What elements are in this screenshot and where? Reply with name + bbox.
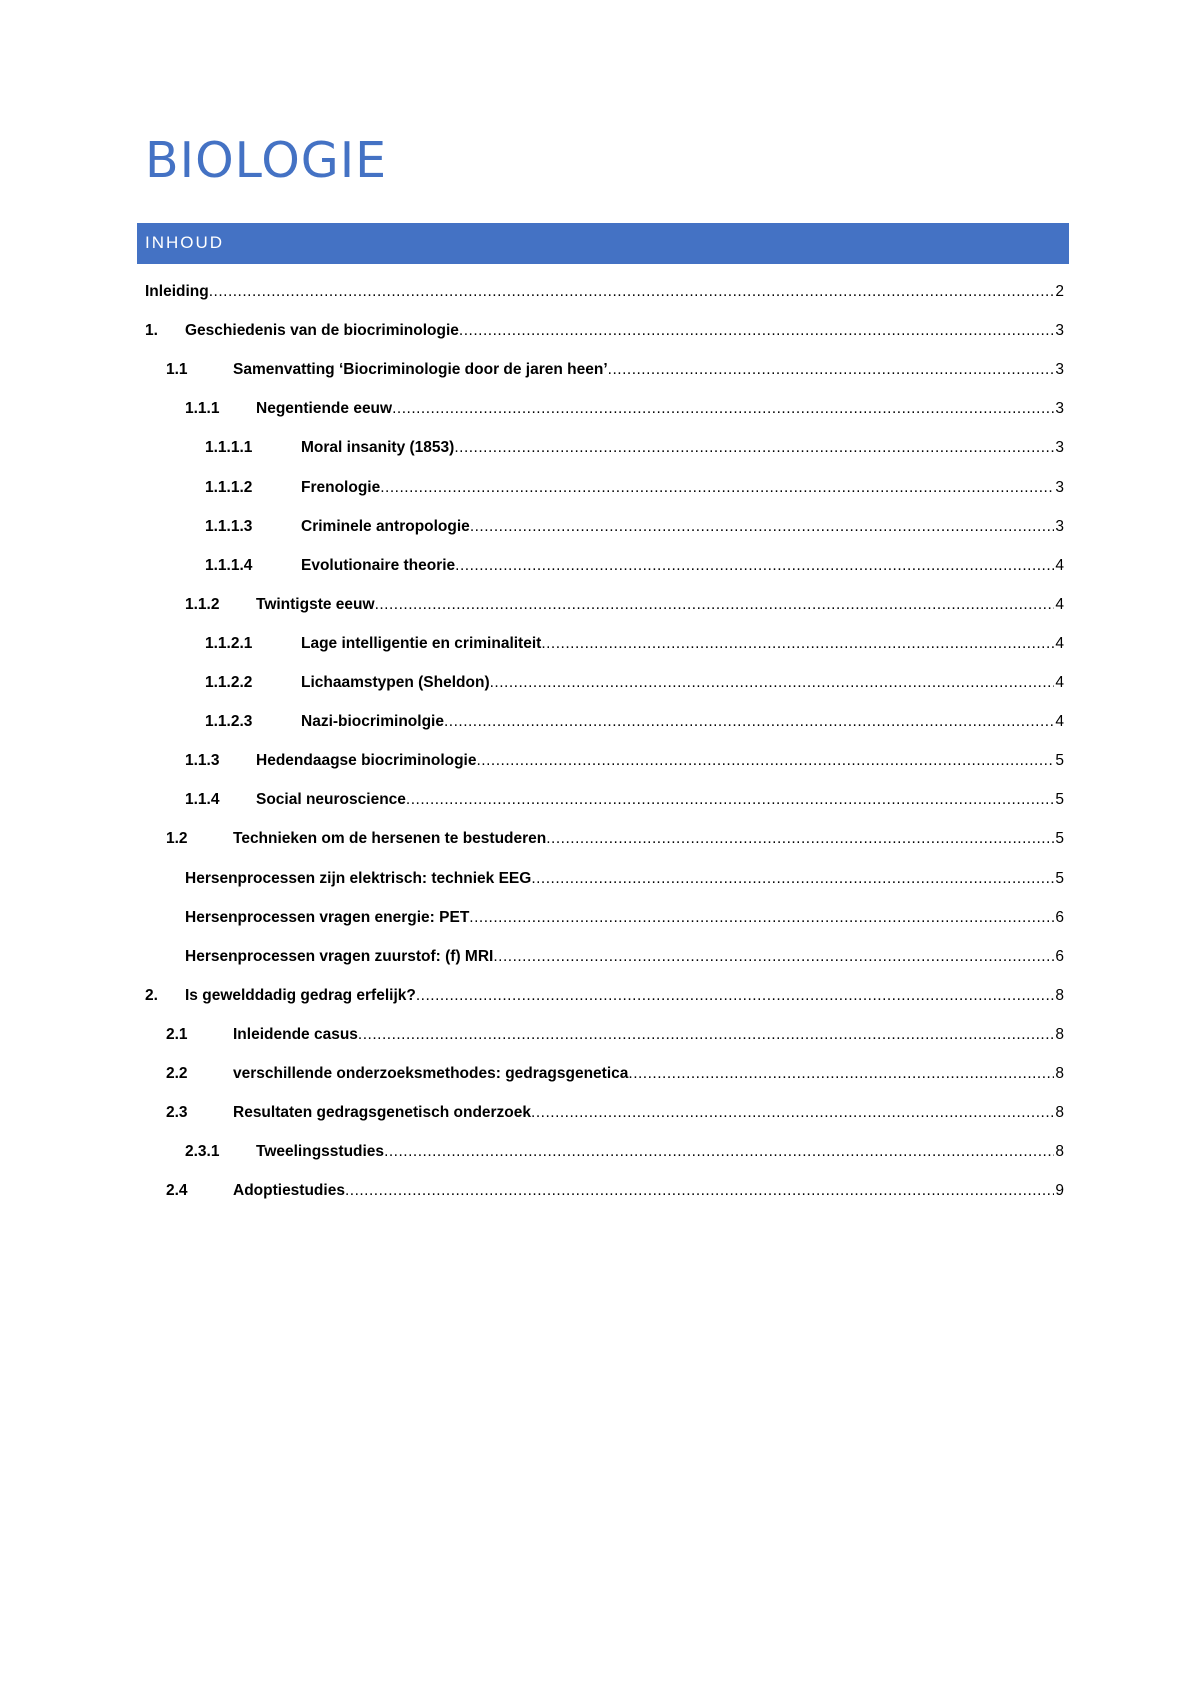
toc-dot-leader bbox=[392, 400, 1054, 419]
toc-entry-label: Inleiding bbox=[145, 283, 209, 301]
toc-entry-number: 1. bbox=[145, 322, 158, 340]
toc-entry[interactable] bbox=[185, 943, 1064, 967]
toc-entry[interactable] bbox=[166, 1021, 1064, 1045]
toc-page-number: 4 bbox=[1055, 713, 1064, 731]
toc-entry-number: 1.1.1.2 bbox=[205, 479, 253, 497]
toc-entry-number: 1.2 bbox=[166, 830, 188, 848]
toc-entry-label: Social neuroscience bbox=[256, 791, 406, 809]
toc-dot-leader bbox=[454, 439, 1054, 458]
toc-page-number: 3 bbox=[1055, 518, 1064, 536]
toc-dot-leader bbox=[345, 1182, 1054, 1201]
toc-dot-leader bbox=[470, 518, 1054, 537]
toc-entry[interactable] bbox=[145, 317, 1064, 341]
toc-entry[interactable] bbox=[205, 552, 1064, 576]
toc-entry-number: 2.1 bbox=[166, 1026, 188, 1044]
toc-entry-number: 2.3 bbox=[166, 1104, 188, 1122]
toc-dot-leader bbox=[531, 870, 1054, 889]
toc-entry[interactable] bbox=[205, 513, 1064, 537]
toc-entry[interactable] bbox=[205, 434, 1064, 458]
toc-page-number: 3 bbox=[1055, 322, 1064, 340]
toc-page-number: 3 bbox=[1055, 361, 1064, 379]
toc-entry-label: Lichaamstypen (Sheldon) bbox=[301, 674, 490, 692]
toc-entry[interactable] bbox=[145, 982, 1064, 1006]
toc-entry[interactable] bbox=[205, 630, 1064, 654]
toc-page-number: 4 bbox=[1055, 635, 1064, 653]
toc-entry-label: Tweelingsstudies bbox=[256, 1143, 385, 1161]
toc-page-number: 4 bbox=[1055, 596, 1064, 614]
toc-entry-number: 1.1.1.4 bbox=[205, 557, 253, 575]
toc-entry-number: 1.1.2.1 bbox=[205, 635, 253, 653]
toc-page-number: 3 bbox=[1055, 439, 1064, 457]
toc-dot-leader bbox=[375, 596, 1054, 615]
toc-page-number: 3 bbox=[1055, 400, 1064, 418]
toc-entry[interactable] bbox=[185, 395, 1064, 419]
toc-dot-leader bbox=[608, 361, 1054, 380]
toc-heading-banner bbox=[137, 223, 1069, 264]
toc-entry-number: 1.1.2.2 bbox=[205, 674, 253, 692]
toc-entry-number: 1.1 bbox=[166, 361, 188, 379]
toc-dot-leader bbox=[416, 987, 1054, 1006]
toc-entry-label: Inleidende casus bbox=[233, 1026, 358, 1044]
toc-page-number: 6 bbox=[1055, 948, 1064, 966]
toc-entry-label: Hersenprocessen vragen zuurstof: (f) MRI bbox=[185, 948, 494, 966]
toc-entry[interactable] bbox=[205, 669, 1064, 693]
toc-entry-number: 2.3.1 bbox=[185, 1143, 220, 1161]
toc-page-number: 5 bbox=[1055, 870, 1064, 888]
toc-entry-label: Is gewelddadig gedrag erfelijk? bbox=[185, 987, 416, 1005]
toc-entry-label: Technieken om de hersenen te bestuderen bbox=[233, 830, 547, 848]
toc-entry-number: 1.1.1.3 bbox=[205, 518, 253, 536]
toc-entry-number: 2.2 bbox=[166, 1065, 188, 1083]
toc-page-number: 6 bbox=[1055, 909, 1064, 927]
toc-page-number: 9 bbox=[1055, 1182, 1064, 1200]
toc-entry-label: Adoptiestudies bbox=[233, 1182, 345, 1200]
toc-page-number: 8 bbox=[1055, 1026, 1064, 1044]
toc-entry-number: 2.4 bbox=[166, 1182, 188, 1200]
toc-entry[interactable] bbox=[185, 904, 1064, 928]
toc-entry-label: Moral insanity (1853) bbox=[301, 439, 455, 457]
toc-dot-leader bbox=[531, 1104, 1054, 1123]
toc-entry-number: 1.1.2.3 bbox=[205, 713, 253, 731]
toc-page-number: 8 bbox=[1055, 1143, 1064, 1161]
toc-dot-leader bbox=[384, 1143, 1054, 1162]
toc-entry[interactable] bbox=[185, 591, 1064, 615]
toc-dot-leader bbox=[406, 791, 1054, 810]
toc-page-number: 2 bbox=[1055, 283, 1064, 301]
toc-entry-number: 1.1.2 bbox=[185, 596, 220, 614]
toc-dot-leader bbox=[628, 1065, 1054, 1084]
toc-dot-leader bbox=[209, 283, 1054, 302]
toc-entry-label: Twintigste eeuw bbox=[256, 596, 375, 614]
toc-dot-leader bbox=[358, 1026, 1054, 1045]
document-title: BIOLOGIE bbox=[145, 132, 388, 189]
toc-entry-number: 1.1.1.1 bbox=[205, 439, 253, 457]
toc-entry-number: 2. bbox=[145, 987, 158, 1005]
toc-entry[interactable] bbox=[205, 708, 1064, 732]
toc-entry-label: Frenologie bbox=[301, 479, 381, 497]
toc-page-number: 3 bbox=[1055, 479, 1064, 497]
toc-entry-number: 1.1.1 bbox=[185, 400, 220, 418]
toc-heading: INHOUD bbox=[145, 233, 225, 252]
toc-dot-leader bbox=[444, 713, 1054, 732]
toc-entry[interactable] bbox=[166, 825, 1064, 849]
toc-entry[interactable] bbox=[185, 865, 1064, 889]
toc-dot-leader bbox=[380, 479, 1054, 498]
toc-entry[interactable] bbox=[166, 1099, 1064, 1123]
toc-dot-leader bbox=[455, 557, 1054, 576]
toc-entry[interactable] bbox=[205, 474, 1064, 498]
toc-page-number: 4 bbox=[1055, 674, 1064, 692]
toc-entry-label: Criminele antropologie bbox=[301, 518, 470, 536]
toc-page-number: 8 bbox=[1055, 987, 1064, 1005]
toc-entry[interactable] bbox=[185, 786, 1064, 810]
toc-entry-label: Samenvatting ‘Biocriminologie door de jaren heen’ bbox=[233, 361, 608, 379]
toc-entry[interactable] bbox=[145, 278, 1064, 302]
toc-entry-label: Hedendaagse biocriminologie bbox=[256, 752, 477, 770]
toc-entry[interactable] bbox=[166, 356, 1064, 380]
toc-page-number: 5 bbox=[1055, 791, 1064, 809]
toc-entry-number: 1.1.4 bbox=[185, 791, 220, 809]
toc-dot-leader bbox=[541, 635, 1054, 654]
toc-page-number: 4 bbox=[1055, 557, 1064, 575]
toc-entry-label: Negentiende eeuw bbox=[256, 400, 393, 418]
toc-entry-label: Lage intelligentie en criminaliteit bbox=[301, 635, 542, 653]
toc-entry-label: Evolutionaire theorie bbox=[301, 557, 456, 575]
toc-dot-leader bbox=[459, 322, 1054, 341]
toc-dot-leader bbox=[469, 909, 1054, 928]
toc-dot-leader bbox=[477, 752, 1055, 771]
toc-entry-label: Hersenprocessen zijn elektrisch: techniek EEG bbox=[185, 870, 532, 888]
toc-entry[interactable] bbox=[166, 1060, 1064, 1084]
toc-entry[interactable] bbox=[185, 1138, 1064, 1162]
toc-entry-label: Hersenprocessen vragen energie: PET bbox=[185, 909, 470, 927]
toc-page-number: 5 bbox=[1055, 830, 1064, 848]
toc-entry-label: verschillende onderzoeksmethodes: gedragsgenetica bbox=[233, 1065, 629, 1083]
toc-entry-number: 1.1.3 bbox=[185, 752, 220, 770]
toc-entry[interactable] bbox=[166, 1177, 1064, 1201]
toc-entry-label: Geschiedenis van de biocriminologie bbox=[185, 322, 459, 340]
toc-dot-leader bbox=[490, 674, 1054, 693]
toc-entry-label: Resultaten gedragsgenetisch onderzoek bbox=[233, 1104, 532, 1122]
toc-entry[interactable] bbox=[185, 747, 1064, 771]
toc-page-number: 8 bbox=[1055, 1104, 1064, 1122]
toc-dot-leader bbox=[493, 948, 1054, 967]
toc-page-number: 8 bbox=[1055, 1065, 1064, 1083]
toc-dot-leader bbox=[546, 830, 1054, 849]
toc-page-number: 5 bbox=[1055, 752, 1064, 770]
toc-entry-label: Nazi-biocriminolgie bbox=[301, 713, 444, 731]
